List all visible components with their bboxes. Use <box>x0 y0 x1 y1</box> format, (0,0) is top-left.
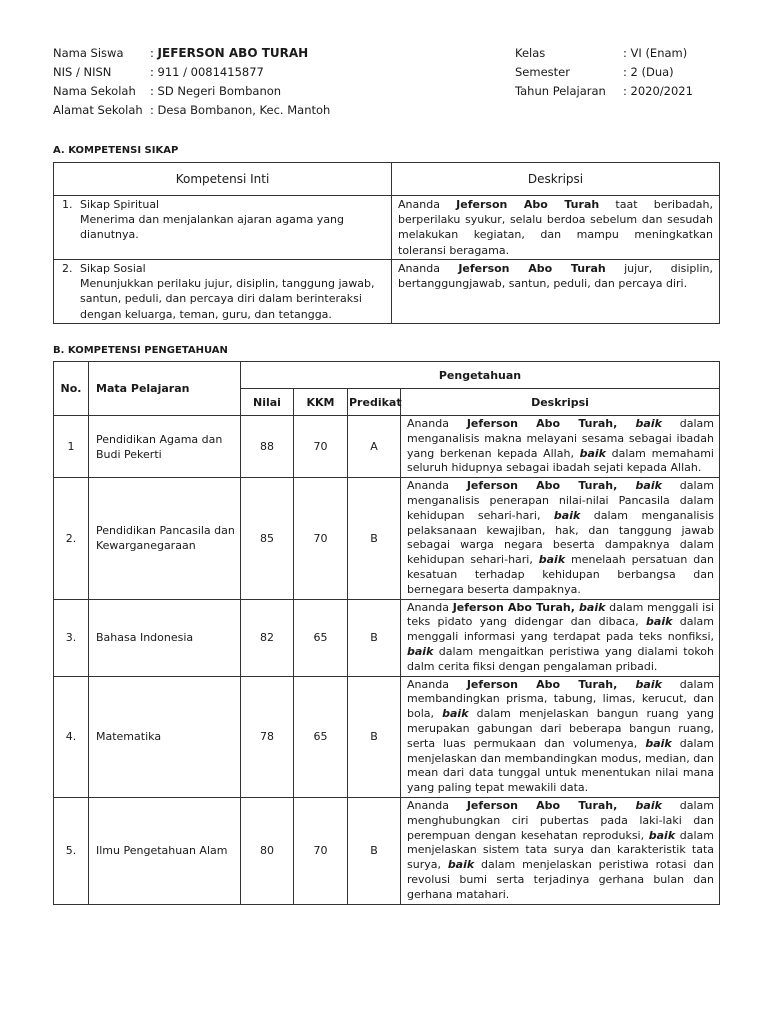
deskripsi-cell: Ananda Jeferson Abo Turah taat beribadah, berperilaku syukur, selalu berdoa sebelum dan sesudah melakukan kegiatan, dan mampu meningkatkan toleransi beragama. <box>392 196 720 260</box>
nis-value: 911 / 0081415877 <box>157 65 264 79</box>
student-name-ref: Jeferson Abo Turah <box>458 262 606 275</box>
info-row-student-name: Nama Siswa : JEFERSON ABO TURAH <box>53 44 330 63</box>
table-row <box>54 676 720 797</box>
row-number: 1. <box>62 198 73 211</box>
kkm-value: 65 <box>294 676 348 797</box>
deskripsi-value <box>401 599 720 676</box>
kompetensi-text: Menunjukkan perilaku jujur, disiplin, tanggung jawab, santun, peduli, dan percaya diri dalam berinteraksi dengan keluarga, teman, guru, dan tetangga. <box>80 277 375 321</box>
col-header-nilai: Nilai <box>241 389 294 416</box>
section-b-title: B. KOMPETENSI PENGETAHUAN <box>53 345 228 356</box>
kkm-value: 70 <box>294 797 348 904</box>
predicate-word: baik <box>645 736 672 750</box>
kompetensi-title: Sikap Sosial <box>80 262 146 275</box>
knowledge-table <box>53 361 720 905</box>
student-info <box>53 44 330 120</box>
row-number: 3. <box>54 599 89 676</box>
info-label: Kelas <box>515 46 546 60</box>
predicate-word: baik <box>579 600 606 614</box>
row-number: 5. <box>54 797 89 904</box>
table-row <box>54 196 720 260</box>
description-text: Ananda <box>407 417 467 430</box>
deskripsi-value <box>401 797 720 904</box>
predikat-value: B <box>348 599 401 676</box>
predikat-value: B <box>348 797 401 904</box>
description-text: dalam menjelaskan sistem tata surya dan karakteristik tata surya, <box>407 828 715 872</box>
description-text: dalam menghubungkan ciri pubertas pada laki-laki dan perempuan dengan kesehatan reproduksi, <box>407 798 715 842</box>
row-number: 2. <box>54 478 89 599</box>
description-text: Ananda <box>407 677 467 691</box>
info-row-nis: NIS / NISN : 911 / 0081415877 <box>53 63 330 82</box>
info-row-semester: Semester : 2 (Dua) <box>515 63 693 82</box>
info-label: Semester <box>515 65 570 79</box>
info-label: Nama Sekolah <box>53 84 136 98</box>
table-row <box>54 416 720 478</box>
predicate-word: baik <box>579 446 606 460</box>
deskripsi-value <box>401 676 720 797</box>
student-name: JEFERSON ABO TURAH <box>157 46 309 60</box>
predicate-word: baik <box>553 508 581 522</box>
description-text: dalam membandingkan prisma, tabung, limas, kerucut, dan bola, <box>407 677 715 721</box>
student-name-ref: Jeferson Abo Turah, <box>466 479 636 493</box>
predicate-word: baik <box>635 677 662 691</box>
description-text: menelaah persatuan dan kesatuan terhadap kehidupan berbangsa dan bernegara beserta dampaknya. <box>407 553 714 596</box>
table-row <box>54 260 720 324</box>
description-text: dalam menggali informasi yang terdapat pada teks nonfiksi, <box>407 615 715 644</box>
description-text: dalam menganalisis pelaksanaan kewajiban, hak, dan tanggung jawab sebagai warga negara beserta dampaknya dalam kehidupan sehari-hari, <box>407 508 715 567</box>
class-info <box>515 44 693 101</box>
predicate-word: baik <box>635 798 662 812</box>
description-text: dalam menjelaskan peristiwa rotasi dan revolusi bumi serta terjadinya gerhana bulan dan gerhana matahari. <box>407 858 714 901</box>
description-text: Ananda <box>407 600 453 614</box>
kkm-value: 65 <box>294 599 348 676</box>
kompetensi-title: Sikap Spiritual <box>80 198 160 211</box>
table-row <box>54 478 720 599</box>
deskripsi-value <box>401 416 720 478</box>
predicate-word: baik <box>407 644 434 658</box>
col-header-predikat: Predikat <box>348 389 401 416</box>
predikat-value: B <box>348 676 401 797</box>
predicate-word: baik <box>447 858 475 872</box>
class-value: VI (Enam) <box>630 46 688 60</box>
info-row-class: Kelas : VI (Enam) <box>515 44 693 63</box>
kkm-value: 70 <box>294 478 348 599</box>
col-header-deskripsi: Deskripsi <box>392 163 720 196</box>
predikat-value: A <box>348 416 401 478</box>
info-label: Nama Siswa <box>53 46 124 60</box>
school-value: SD Negeri Bombanon <box>157 84 282 98</box>
table-row <box>54 599 720 676</box>
predicate-word: baik <box>442 707 469 721</box>
nilai-value: 80 <box>241 797 294 904</box>
description-text: dalam menggali isi teks pidato yang didengar dan dibaca, <box>407 600 714 629</box>
section-a-title: A. KOMPETENSI SIKAP <box>53 145 179 156</box>
description-text: dalam menganalisis makna melayani sesama sebagai ibadah yang berkenan kepada Allah, <box>407 417 715 460</box>
subject-name: Matematika <box>89 676 241 797</box>
col-header-pengetahuan: Pengetahuan <box>241 362 720 389</box>
subject-name: Pendidikan Pancasila dan Kewarganegaraan <box>89 478 241 599</box>
description-text: dalam menjelaskan bangun ruang yang merupakan gabungan dari beberapa bangun ruang, serta luas permukaan dan volumenya, <box>407 707 714 750</box>
row-number: 2. <box>62 262 73 275</box>
description-text: dalam memahami seluruh hidupnya sebagai ibadah sejati kepada Allah. <box>407 446 714 475</box>
col-header-subject: Mata Pelajaran <box>89 362 241 416</box>
kkm-value: 70 <box>294 416 348 478</box>
nilai-value: 78 <box>241 676 294 797</box>
predicate-word: baik <box>635 479 662 493</box>
col-header-kompetensi: Kompetensi Inti <box>54 163 392 196</box>
student-name-ref: Jeferson Abo Turah, <box>466 677 636 691</box>
table-row <box>54 797 720 904</box>
student-name-ref: Jeferson Abo Turah, <box>466 417 636 430</box>
description-text: dalam menganalisis penerapan nilai-nilai Pancasila dalam kehidupan sehari-hari, <box>407 479 715 522</box>
year-value: 2020/2021 <box>630 84 693 98</box>
info-label: Alamat Sekolah <box>53 103 143 117</box>
predikat-value: B <box>348 478 401 599</box>
description-text: dalam menjelaskan dan membandingkan modus, median, dan mean dari data tunggal untuk menentukan nilai mana yang paling tepat mewakili data. <box>407 736 714 795</box>
description-text: Ananda <box>407 479 467 493</box>
nilai-value: 88 <box>241 416 294 478</box>
kompetensi-text: Menerima dan menjalankan ajaran agama yang dianutnya. <box>80 213 345 242</box>
col-header-kkm: KKM <box>294 389 348 416</box>
row-number: 1 <box>54 416 89 478</box>
col-header-no: No. <box>54 362 89 416</box>
semester-value: 2 (Dua) <box>630 65 674 79</box>
nilai-value: 85 <box>241 478 294 599</box>
row-number: 4. <box>54 676 89 797</box>
predicate-word: baik <box>648 828 676 842</box>
info-row-year: Tahun Pelajaran : 2020/2021 <box>515 82 693 101</box>
deskripsi-value <box>401 478 720 599</box>
nilai-value: 82 <box>241 599 294 676</box>
subject-name: Pendidikan Agama dan Budi Pekerti <box>89 416 241 478</box>
student-name-ref: Jeferson Abo Turah, <box>452 600 580 614</box>
subject-name: Ilmu Pengetahuan Alam <box>89 797 241 904</box>
deskripsi-cell: Ananda Jeferson Abo Turah jujur, disiplin, bertanggungjawab, santun, peduli, dan percaya diri. <box>392 260 720 324</box>
student-name-ref: Jeferson Abo Turah <box>456 198 600 211</box>
col-header-deskripsi: Deskripsi <box>401 389 720 416</box>
subject-name: Bahasa Indonesia <box>89 599 241 676</box>
predicate-word: baik <box>646 615 673 629</box>
predicate-word: baik <box>635 417 662 430</box>
student-name-ref: Jeferson Abo Turah, <box>466 798 636 812</box>
description-text: dalam mengaitkan peristiwa yang dialami tokoh dalm cerita fiksi dengan pengalaman pribadi. <box>407 644 714 673</box>
kompetensi-cell <box>54 260 392 324</box>
info-label: Tahun Pelajaran <box>515 84 606 98</box>
kompetensi-cell <box>54 196 392 260</box>
attitude-table <box>53 162 720 324</box>
address-value: Desa Bombanon, Kec. Mantoh <box>157 103 331 117</box>
info-row-address: Alamat Sekolah : Desa Bombanon, Kec. Mantoh <box>53 101 330 120</box>
info-row-school: Nama Sekolah : SD Negeri Bombanon <box>53 82 330 101</box>
info-label: NIS / NISN <box>53 65 112 79</box>
predicate-word: baik <box>538 553 566 567</box>
description-text: Ananda <box>407 798 467 812</box>
